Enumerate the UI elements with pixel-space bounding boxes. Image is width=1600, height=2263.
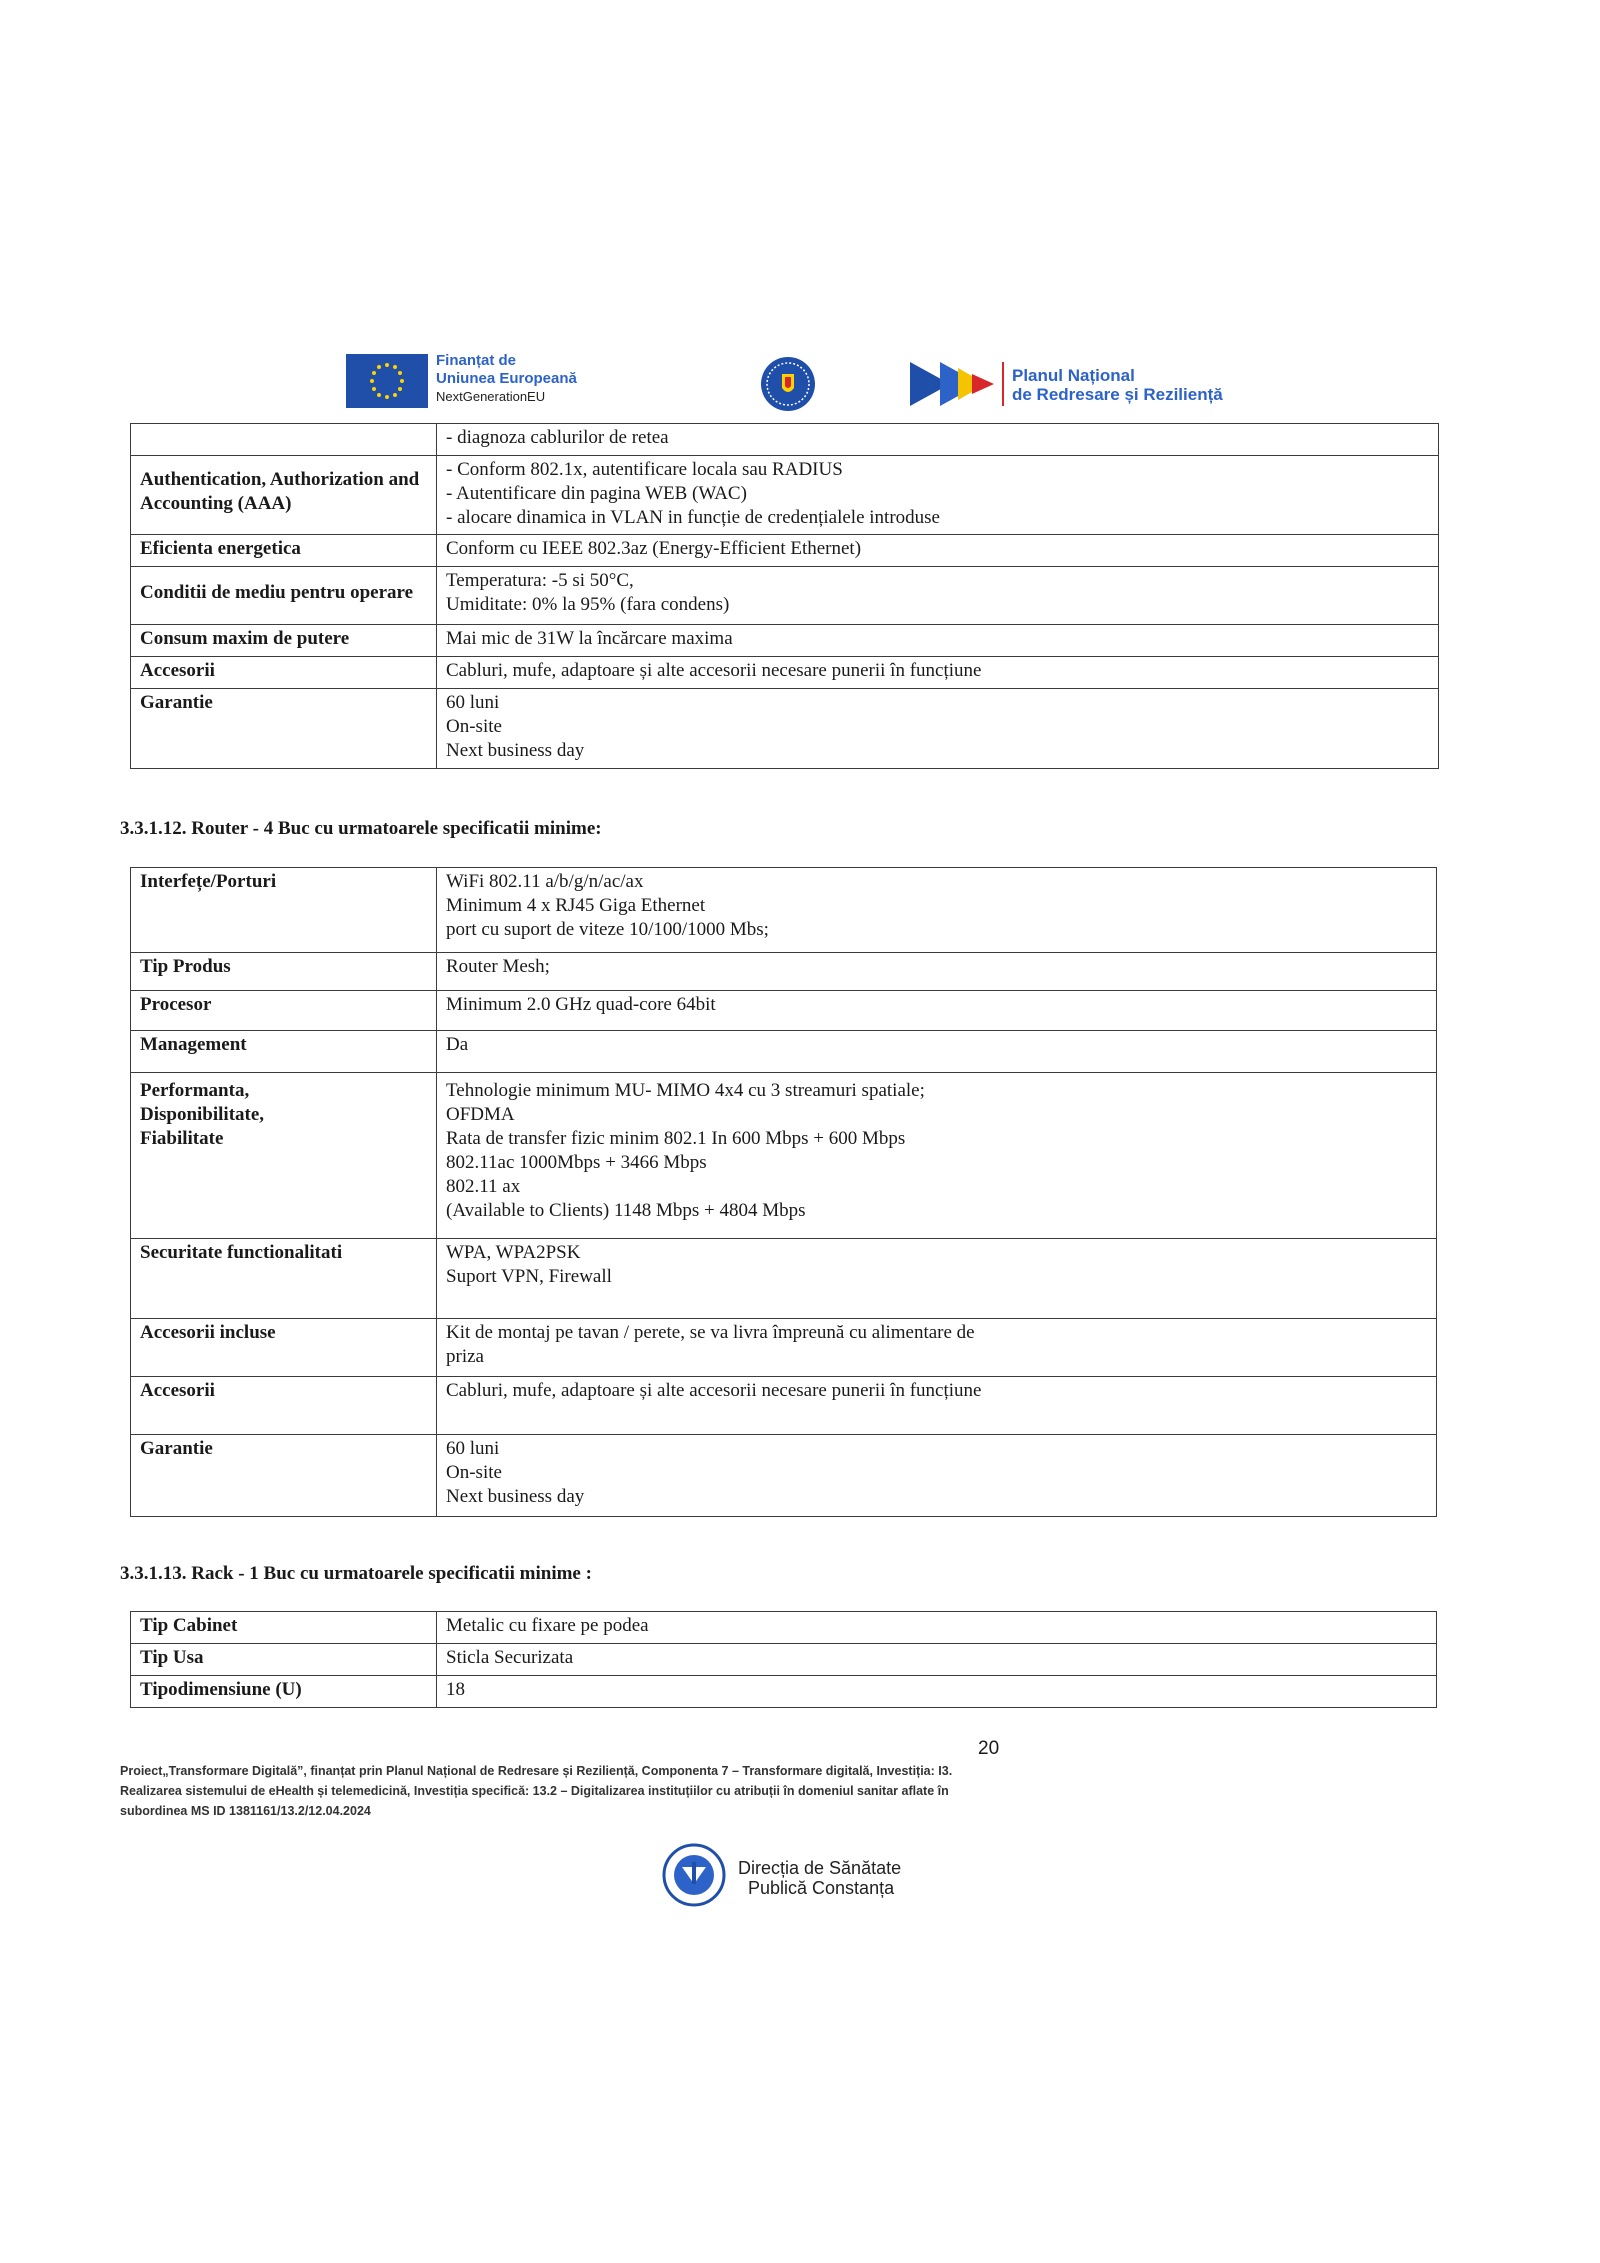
row-label [131, 424, 437, 456]
row-label: Garantie [131, 1435, 437, 1517]
row-label: Accesorii incluse [131, 1319, 437, 1377]
row-value: Cabluri, mufe, adaptoare și alte accesorii necesare punerii în funcțiune [437, 657, 1439, 689]
table-row [131, 535, 1439, 567]
row-label: Authentication, Authorization and Accounting (AAA) [131, 456, 437, 535]
table-row [131, 1435, 1437, 1517]
row-value: WiFi 802.11 a/b/g/n/ac/ax Minimum 4 x RJ45 Giga Ethernet port cu suport de viteze 10/100/1000 Mbs; [437, 868, 1437, 953]
row-label: Tip Produs [131, 953, 437, 991]
project-footer-text: Proiect„Transformare Digitală”, finanțat prin Planul Național de Redresare și Reziliență, Componenta 7 – Transformare digitală, Investiția: I3. Realizarea sistemului de eHealth și telemedicină, Investiția specifică: 13.2 – Digitalizarea instituțiilor cu atribuții în domeniul sanitar aflate în subordinea MS ID 1381161/13.2/12.04.2024 [120, 1764, 953, 1818]
row-label: Tip Cabinet [131, 1612, 437, 1644]
eu-funding-label: Finanțat de Uniunea Europeană NextGenerationEU [436, 352, 577, 404]
row-value: 18 [437, 1676, 1437, 1708]
row-label: Tip Usa [131, 1644, 437, 1676]
table-row [131, 424, 1439, 456]
table-row [131, 868, 1437, 953]
row-label: Accesorii [131, 657, 437, 689]
romanian-government-seal-icon [760, 356, 816, 412]
spec-table-rack [130, 1611, 1437, 1708]
row-value: 60 luni On-site Next business day [437, 1435, 1437, 1517]
section-title-router: 3.3.1.12. Router - 4 Buc cu urmatoarele specificatii minime: [120, 818, 602, 839]
dsp-seal-icon [652, 1842, 736, 1908]
row-value: Metalic cu fixare pe podea [437, 1612, 1437, 1644]
table-row [131, 1377, 1437, 1435]
table-row [131, 1031, 1437, 1073]
row-value: Mai mic de 31W la încărcare maxima [437, 625, 1439, 657]
row-value: Tehnologie minimum MU- MIMO 4x4 cu 3 streamuri spatiale; OFDMA Rata de transfer fizic minim 802.1 In 600 Mbps + 600 Mbps 802.11ac 1000Mbps + 3466 Mbps 802.11 ax (Available to Clients) 1148 Mbps + 4804 Mbps [437, 1073, 1437, 1239]
row-label: Garantie [131, 689, 437, 769]
page-number: 20 [978, 1738, 1000, 1759]
pnrr-label: Planul Național de Redresare și Reziliență [1012, 366, 1223, 404]
row-value: Minimum 2.0 GHz quad-core 64bit [437, 991, 1437, 1031]
row-label: Securitate functionalitati [131, 1239, 437, 1319]
row-label: Consum maxim de putere [131, 625, 437, 657]
row-label: Performanta, Disponibilitate, Fiabilitate [131, 1073, 437, 1239]
section-title-rack: 3.3.1.13. Rack - 1 Buc cu urmatoarele specificatii minime : [120, 1563, 592, 1584]
table-row [131, 657, 1439, 689]
row-value: - diagnoza cablurilor de retea [437, 424, 1439, 456]
spec-table-continued [130, 423, 1439, 769]
row-value: Conform cu IEEE 802.3az (Energy-Efficient Ethernet) [437, 535, 1439, 567]
row-value: Cabluri, mufe, adaptoare și alte accesorii necesare punerii în funcțiune [437, 1377, 1437, 1435]
row-value: Da [437, 1031, 1437, 1073]
spec-table-router [130, 867, 1437, 1517]
row-label: Tipodimensiune (U) [131, 1676, 437, 1708]
table-row [131, 1676, 1437, 1708]
row-value: Kit de montaj pe tavan / perete, se va livra împreună cu alimentare de priza [437, 1319, 1437, 1377]
table-row [131, 991, 1437, 1031]
row-label: Conditii de mediu pentru operare [131, 567, 437, 625]
pnrr-logo-icon [910, 356, 1006, 412]
row-value: Temperatura: -5 si 50°C, Umiditate: 0% la 95% (fara condens) [437, 567, 1439, 625]
table-row [131, 625, 1439, 657]
table-row [131, 567, 1439, 625]
table-row [131, 1239, 1437, 1319]
row-label: Procesor [131, 991, 437, 1031]
row-label: Accesorii [131, 1377, 437, 1435]
table-row [131, 689, 1439, 769]
dsp-label: Direcția de Sănătate Publică Constanța [738, 1858, 902, 1898]
table-row [131, 1073, 1437, 1239]
row-label: Interfețe/Porturi [131, 868, 437, 953]
row-label: Eficienta energetica [131, 535, 437, 567]
table-row [131, 456, 1439, 535]
row-value: 60 luni On-site Next business day [437, 689, 1439, 769]
row-value: - Conform 802.1x, autentificare locala sau RADIUS - Autentificare din pagina WEB (WAC) - alocare dinamica in VLAN in funcție de credențialele introduse [437, 456, 1439, 535]
row-label: Management [131, 1031, 437, 1073]
row-value: Sticla Securizata [437, 1644, 1437, 1676]
table-row [131, 1612, 1437, 1644]
row-value: Router Mesh; [437, 953, 1437, 991]
table-row [131, 1644, 1437, 1676]
eu-flag-icon [346, 354, 428, 408]
table-row [131, 1319, 1437, 1377]
row-value: WPA, WPA2PSK Suport VPN, Firewall [437, 1239, 1437, 1319]
table-row [131, 953, 1437, 991]
